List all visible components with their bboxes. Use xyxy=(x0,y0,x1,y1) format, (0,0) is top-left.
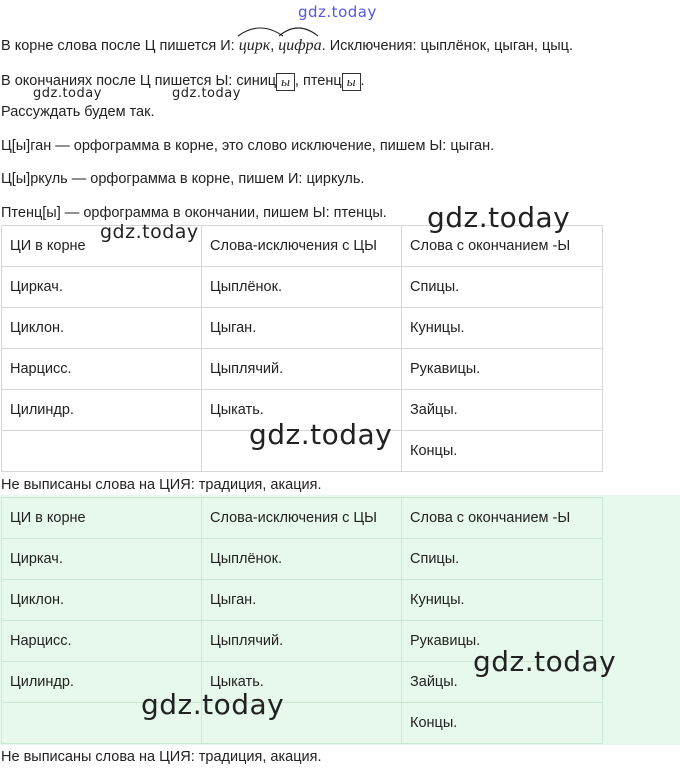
table-row xyxy=(2,539,603,580)
table-header-row xyxy=(2,498,603,539)
root-sep: , xyxy=(270,38,279,54)
words-table-2 xyxy=(1,497,603,744)
reasoning-line-3: Птенц[ы] — орфограмма в окончании, пишем Ы: птенцы. xyxy=(1,205,387,221)
root-rule xyxy=(1,37,573,55)
ending-box-2: ы xyxy=(342,73,361,91)
watermark-mid-1: gdz.today xyxy=(100,221,199,243)
table-cell: Циклон. xyxy=(2,308,202,349)
root-example-2: цифра xyxy=(278,37,321,55)
table-cell: Цыплёнок. xyxy=(202,267,402,308)
table-cell: Цыкать. xyxy=(202,662,402,703)
table-header: ЦИ в корне xyxy=(2,498,202,539)
table-cell: Цыган. xyxy=(202,580,402,621)
table-cell: Циклон. xyxy=(2,580,202,621)
reasoning-line-1: Ц[ы]ган — орфограмма в корне, это слово исключение, пишем Ы: цыган. xyxy=(1,138,495,154)
table-cell: Рукавицы. xyxy=(402,621,603,662)
table-cell: Цыплёнок. xyxy=(202,539,402,580)
table-header: Слова с окончанием -Ы xyxy=(402,498,603,539)
table-cell: Циркач. xyxy=(2,267,202,308)
table-cell: Цилиндр. xyxy=(2,662,202,703)
watermark-top: gdz.today xyxy=(298,3,377,21)
table-cell: Цыплячий. xyxy=(202,621,402,662)
table-cell: Цилиндр. xyxy=(2,390,202,431)
table-cell xyxy=(2,431,202,472)
note-2: Не выписаны слова на ЦИЯ: традиция, акация. xyxy=(1,749,322,765)
watermark-large-1: gdz.today xyxy=(427,201,571,234)
ending-rule-prefix: В окончаниях после Ц пишется Ы: синиц xyxy=(1,73,277,89)
table-cell: Цыплячий. xyxy=(202,349,402,390)
table-row xyxy=(2,349,603,390)
root-rule-prefix: В корне слова после Ц пишется И: xyxy=(1,38,239,54)
reasoning-intro: Рассуждать будем так. xyxy=(1,104,155,120)
table-cell: Куницы. xyxy=(402,580,603,621)
table-header: Слова-исключения с ЦЫ xyxy=(202,498,402,539)
table-row xyxy=(2,308,603,349)
table-row xyxy=(2,703,603,744)
root-example-1: цирк xyxy=(239,37,270,55)
table-cell: Концы. xyxy=(402,703,603,744)
table-header: Слова с окончанием -Ы xyxy=(402,226,603,267)
root-arc-icon xyxy=(276,24,320,38)
root-rule-suffix: . Исключения: цыплёнок, цыган, цыц. xyxy=(321,38,574,54)
reasoning-line-2: Ц[ы]ркуль — орфограмма в корне, пишем И: циркуль. xyxy=(1,171,365,187)
table-cell: Нарцисс. xyxy=(2,349,202,390)
table-cell: Спицы. xyxy=(402,267,603,308)
watermark-small-2: gdz.today xyxy=(172,86,241,101)
ending-rule-suffix: . xyxy=(360,73,365,89)
table-cell: Спицы. xyxy=(402,539,603,580)
table-cell: Нарцисс. xyxy=(2,621,202,662)
watermark-small-1: gdz.today xyxy=(33,86,102,101)
watermark-mid-2: gdz.today xyxy=(141,688,285,721)
watermark-large-2: gdz.today xyxy=(249,418,393,451)
table-row xyxy=(2,580,603,621)
table-cell: Циркач. xyxy=(2,539,202,580)
table-cell: Зайцы. xyxy=(402,390,603,431)
table-header: ЦИ в корне xyxy=(2,226,202,267)
table-cell: Концы. xyxy=(402,431,603,472)
watermark-large-3: gdz.today xyxy=(473,645,617,678)
ending-box-1: ы xyxy=(276,73,295,91)
table-cell: Цыкать. xyxy=(202,390,402,431)
ending-sep: , птенц xyxy=(294,73,342,89)
table-cell: Рукавицы. xyxy=(402,349,603,390)
table-header: Слова-исключения с ЦЫ xyxy=(202,226,402,267)
note-1: Не выписаны слова на ЦИЯ: традиция, акация. xyxy=(1,477,322,493)
table-cell: Куницы. xyxy=(402,308,603,349)
table-cell: Цыган. xyxy=(202,308,402,349)
table-row xyxy=(2,267,603,308)
table-cell: Зайцы. xyxy=(402,662,603,703)
